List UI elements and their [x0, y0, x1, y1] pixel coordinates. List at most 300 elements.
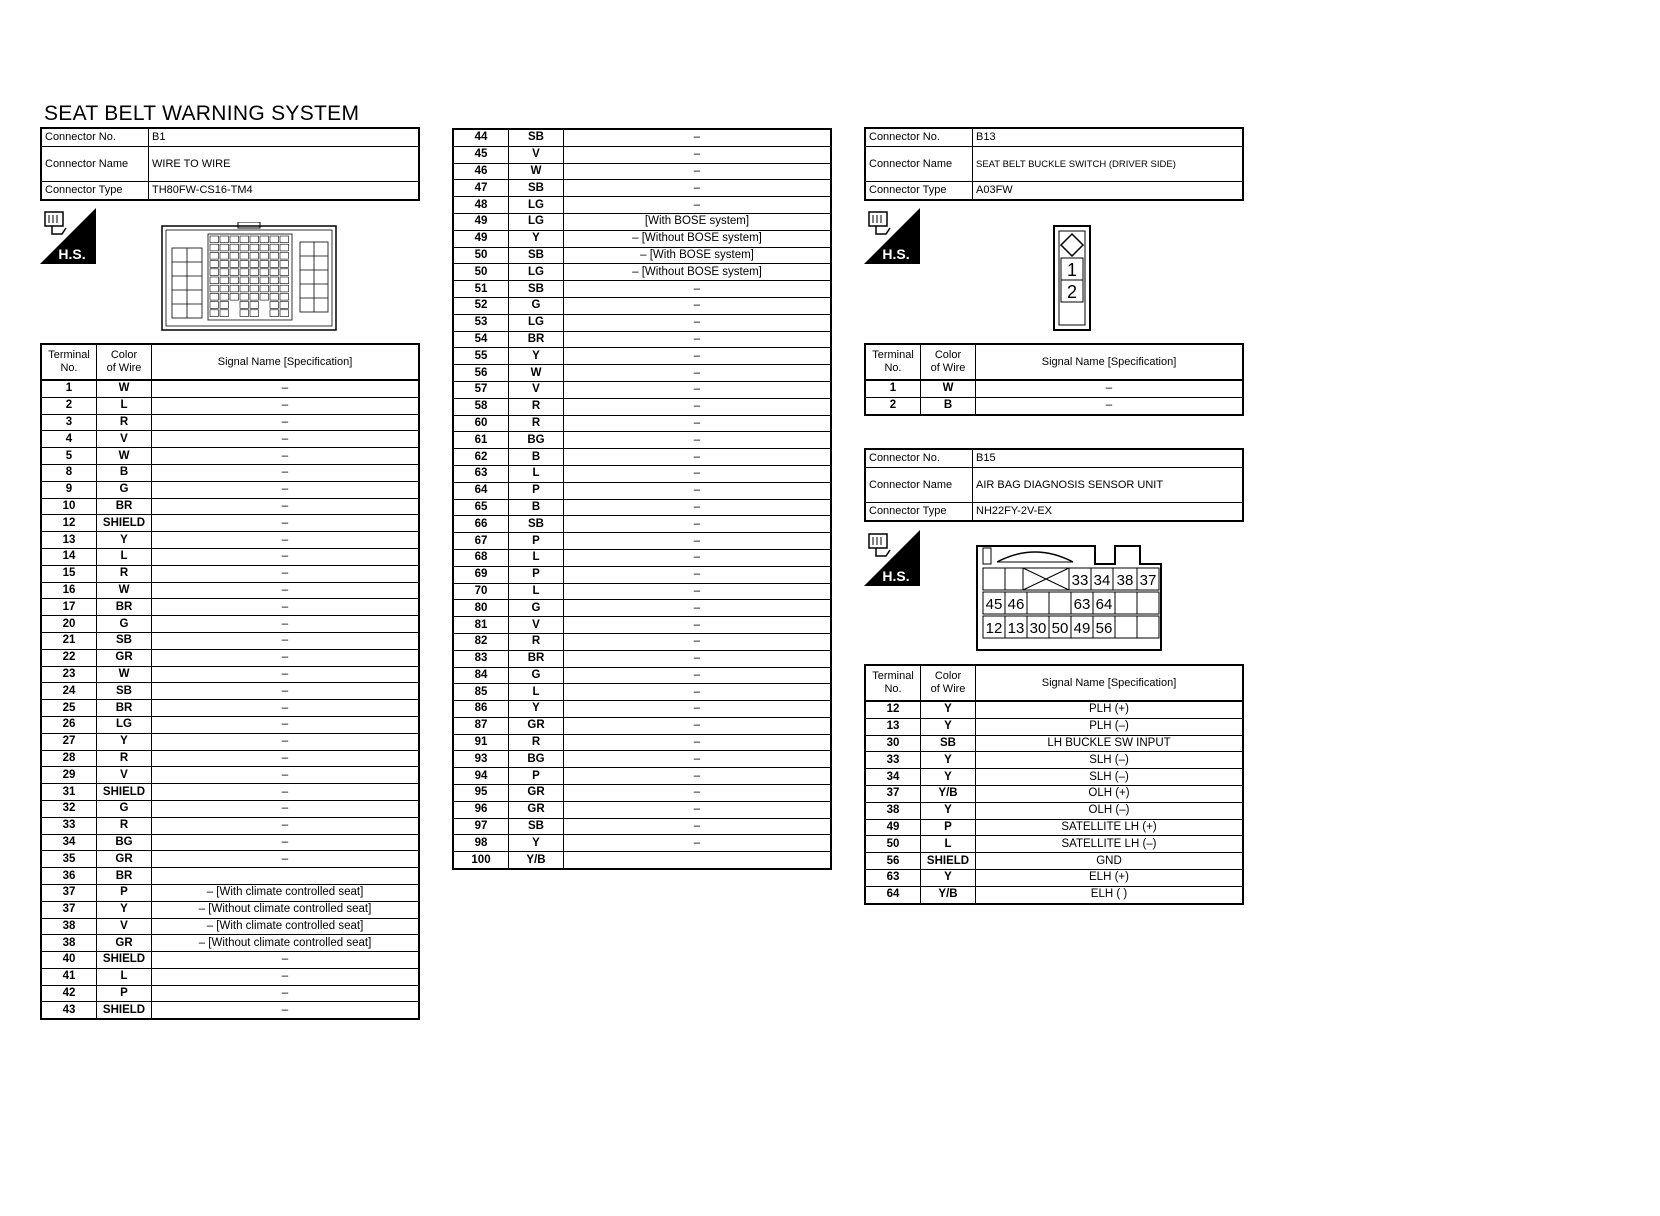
wire-color-cell: GR [509, 785, 564, 802]
signal-name-cell: [With BOSE system] [564, 213, 832, 230]
b13-connector-no: B13 [973, 128, 1244, 147]
table-row [453, 499, 831, 516]
wire-color-cell: W [509, 163, 564, 180]
signal-name-cell: – [Without climate controlled seat] [152, 935, 420, 952]
terminal-no-cell: 2 [41, 397, 97, 414]
table-row [865, 769, 1243, 786]
terminal-no-cell: 37 [41, 901, 97, 918]
signal-name-cell: ELH ( ) [976, 886, 1244, 903]
label-connector-name: Connector Name [865, 147, 973, 182]
signal-name-cell: – [564, 449, 832, 466]
wire-color-cell: P [509, 768, 564, 785]
terminal-no-cell: 12 [41, 515, 97, 532]
terminal-no-cell: 81 [453, 617, 509, 634]
table-row [453, 146, 831, 163]
terminal-no-cell: 100 [453, 852, 509, 869]
table-row [865, 869, 1243, 886]
terminal-no-cell: 26 [41, 716, 97, 733]
table-row [41, 800, 419, 817]
table-row [41, 985, 419, 1002]
label-connector-type: Connector Type [865, 503, 973, 522]
terminal-no-cell: 64 [865, 886, 921, 903]
table-row [865, 802, 1243, 819]
wire-color-cell: LG [509, 314, 564, 331]
b15-pin: 30 [1029, 620, 1047, 637]
table-row [865, 752, 1243, 769]
harness-side-icon [864, 208, 920, 264]
terminal-no-cell: 50 [865, 836, 921, 853]
header-signal: Signal Name [Specification] [152, 344, 420, 380]
signal-name-cell: – [564, 768, 832, 785]
wire-color-cell: L [509, 583, 564, 600]
signal-name-cell: – [564, 163, 832, 180]
table-row [41, 1002, 419, 1019]
wire-color-cell: SB [509, 129, 564, 146]
terminal-no-cell: 52 [453, 297, 509, 314]
terminal-no-cell: 13 [41, 532, 97, 549]
table-row [453, 583, 831, 600]
terminal-no-cell: 93 [453, 751, 509, 768]
wire-color-cell: LG [509, 264, 564, 281]
signal-name-cell: – [152, 767, 420, 784]
table-row [453, 449, 831, 466]
wire-color-cell: R [509, 415, 564, 432]
terminal-no-cell: 25 [41, 700, 97, 717]
signal-name-cell: – [564, 801, 832, 818]
b1-terminal-table-middle [452, 128, 832, 870]
terminal-no-cell: 44 [453, 129, 509, 146]
terminal-no-cell: 65 [453, 499, 509, 516]
wire-color-cell: BG [97, 834, 152, 851]
terminal-no-cell: 66 [453, 516, 509, 533]
signal-name-cell: – [564, 129, 832, 146]
signal-name-cell: – [152, 464, 420, 481]
signal-name-cell: – [With climate controlled seat] [152, 884, 420, 901]
signal-name-cell: – [152, 380, 420, 397]
b15-info-table [864, 448, 1244, 522]
terminal-no-cell: 41 [41, 968, 97, 985]
terminal-no-cell: 56 [865, 853, 921, 870]
signal-name-cell: SLH (–) [976, 769, 1244, 786]
terminal-no-cell: 96 [453, 801, 509, 818]
terminal-no-cell: 49 [453, 230, 509, 247]
signal-name-cell: – [564, 717, 832, 734]
header-terminal-no: Terminal No. [865, 344, 921, 380]
terminal-no-cell: 28 [41, 750, 97, 767]
table-row [41, 935, 419, 952]
wire-color-cell: L [921, 836, 976, 853]
header-color: Color of Wire [921, 665, 976, 701]
wire-color-cell: Y/B [921, 785, 976, 802]
wire-color-cell: W [97, 582, 152, 599]
signal-name-cell: – [152, 616, 420, 633]
wire-color-cell: G [97, 800, 152, 817]
wire-color-cell: P [97, 884, 152, 901]
table-row [41, 599, 419, 616]
wire-color-cell: SB [509, 818, 564, 835]
b15-terminal-table [864, 664, 1244, 905]
terminal-no-cell: 50 [453, 264, 509, 281]
wire-color-cell: BR [97, 700, 152, 717]
terminal-no-cell: 84 [453, 667, 509, 684]
b15-pin: 38 [1116, 572, 1134, 589]
table-row [41, 750, 419, 767]
hs-label: H.S. [882, 246, 910, 262]
wire-color-cell: R [97, 750, 152, 767]
table-row [453, 633, 831, 650]
table-row [41, 431, 419, 448]
terminal-no-cell: 98 [453, 835, 509, 852]
table-row [41, 968, 419, 985]
terminal-no-cell: 20 [41, 616, 97, 633]
terminal-no-cell: 17 [41, 599, 97, 616]
wire-color-cell: V [509, 617, 564, 634]
wire-color-cell: W [97, 666, 152, 683]
wire-color-cell: V [509, 146, 564, 163]
signal-name-cell: SLH (–) [976, 752, 1244, 769]
table-row [453, 549, 831, 566]
b15-pin: 50 [1051, 620, 1069, 637]
wire-color-cell: G [97, 616, 152, 633]
signal-name-cell: – [564, 398, 832, 415]
table-row [453, 465, 831, 482]
wire-color-cell: Y [509, 348, 564, 365]
terminal-no-cell: 36 [41, 868, 97, 885]
b15-pin: 12 [985, 620, 1003, 637]
table-row [41, 632, 419, 649]
table-row [453, 801, 831, 818]
terminal-no-cell: 53 [453, 314, 509, 331]
terminal-no-cell: 35 [41, 851, 97, 868]
signal-name-cell: – [564, 684, 832, 701]
table-row [865, 701, 1243, 718]
signal-name-cell: SATELLITE LH (+) [976, 819, 1244, 836]
table-row [453, 415, 831, 432]
table-row [453, 163, 831, 180]
b13-pin-2: 2 [1066, 282, 1078, 302]
table-row [453, 533, 831, 550]
signal-name-cell: – [152, 683, 420, 700]
table-row [41, 464, 419, 481]
label-connector-name: Connector Name [865, 468, 973, 503]
wire-color-cell: BR [509, 650, 564, 667]
signal-name-cell: – [152, 532, 420, 549]
terminal-no-cell: 12 [865, 701, 921, 718]
table-row [865, 380, 1243, 397]
table-row [41, 884, 419, 901]
table-row [453, 835, 831, 852]
signal-name-cell: – [564, 499, 832, 516]
signal-name-cell: – [564, 734, 832, 751]
wire-color-cell: R [509, 633, 564, 650]
table-row [41, 918, 419, 935]
wire-color-cell: V [97, 918, 152, 935]
wire-color-cell: SHIELD [97, 784, 152, 801]
terminal-no-cell: 69 [453, 566, 509, 583]
signal-name-cell: – [152, 834, 420, 851]
signal-name-cell: – [152, 448, 420, 465]
b15-pin: 45 [985, 596, 1003, 613]
wire-color-cell: SB [97, 683, 152, 700]
signal-name-cell: – [152, 649, 420, 666]
signal-name-cell: – [152, 800, 420, 817]
signal-name-cell: – [564, 348, 832, 365]
wire-color-cell: BG [509, 432, 564, 449]
wire-color-cell: SB [509, 281, 564, 298]
hs-label: H.S. [58, 246, 86, 262]
table-row [41, 851, 419, 868]
terminal-no-cell: 97 [453, 818, 509, 835]
table-row [865, 785, 1243, 802]
wire-color-cell: SB [509, 180, 564, 197]
b1-connector-name: WIRE TO WIRE [149, 147, 420, 182]
table-row [453, 667, 831, 684]
signal-name-cell: – [564, 281, 832, 298]
table-row [865, 397, 1243, 414]
wire-color-cell: SHIELD [97, 1002, 152, 1019]
table-row [453, 348, 831, 365]
table-row [453, 734, 831, 751]
table-row [453, 297, 831, 314]
signal-name-cell: – [152, 565, 420, 582]
terminal-no-cell: 3 [41, 414, 97, 431]
terminal-no-cell: 5 [41, 448, 97, 465]
table-row [453, 381, 831, 398]
wire-color-cell: W [921, 380, 976, 397]
table-row [453, 717, 831, 734]
signal-name-cell: PLH (–) [976, 718, 1244, 735]
terminal-no-cell: 10 [41, 498, 97, 515]
signal-name-cell: – [564, 432, 832, 449]
terminal-no-cell: 37 [41, 884, 97, 901]
table-row [453, 398, 831, 415]
wire-color-cell: R [509, 734, 564, 751]
table-row [41, 700, 419, 717]
signal-name-cell: – [152, 851, 420, 868]
signal-name-cell: – [564, 465, 832, 482]
wire-color-cell: Y [509, 835, 564, 852]
wire-color-cell: Y/B [921, 886, 976, 903]
wire-color-cell: R [97, 414, 152, 431]
signal-name-cell: – [Without BOSE system] [564, 264, 832, 281]
wire-color-cell: G [509, 297, 564, 314]
header-terminal-no: Terminal No. [865, 665, 921, 701]
terminal-no-cell: 86 [453, 701, 509, 718]
b15-pin: 37 [1139, 572, 1157, 589]
table-row [41, 868, 419, 885]
table-row [453, 365, 831, 382]
wire-color-cell: B [921, 397, 976, 414]
wire-color-cell: Y [921, 718, 976, 735]
table-row [41, 767, 419, 784]
signal-name-cell: – [Without climate controlled seat] [152, 901, 420, 918]
table-row [41, 901, 419, 918]
terminal-no-cell: 94 [453, 768, 509, 785]
signal-name-cell: PLH (+) [976, 701, 1244, 718]
wire-color-cell: BG [509, 751, 564, 768]
signal-name-cell: – [564, 751, 832, 768]
table-row [453, 852, 831, 869]
b13-terminal-table [864, 343, 1244, 416]
harness-side-icon [864, 530, 920, 586]
wire-color-cell: SHIELD [97, 952, 152, 969]
signal-name-cell: – [564, 566, 832, 583]
table-row [453, 701, 831, 718]
table-row [41, 448, 419, 465]
signal-name-cell: – [564, 146, 832, 163]
table-row [865, 718, 1243, 735]
terminal-no-cell: 85 [453, 684, 509, 701]
table-row [41, 784, 419, 801]
signal-name-cell: – [152, 784, 420, 801]
terminal-no-cell: 27 [41, 733, 97, 750]
header-color: Color of Wire [97, 344, 152, 380]
signal-name-cell: – [152, 515, 420, 532]
signal-name-cell: – [152, 733, 420, 750]
signal-name-cell: OLH (+) [976, 785, 1244, 802]
signal-name-cell: LH BUCKLE SW INPUT [976, 735, 1244, 752]
terminal-no-cell: 49 [865, 819, 921, 836]
table-row [41, 733, 419, 750]
table-row [41, 582, 419, 599]
wire-color-cell: G [509, 667, 564, 684]
wire-color-cell: L [97, 968, 152, 985]
wire-color-cell: R [509, 398, 564, 415]
terminal-no-cell: 13 [865, 718, 921, 735]
signal-name-cell: – [152, 666, 420, 683]
terminal-no-cell: 68 [453, 549, 509, 566]
terminal-no-cell: 43 [41, 1002, 97, 1019]
terminal-no-cell: 40 [41, 952, 97, 969]
signal-name-cell: – [564, 617, 832, 634]
table-row [453, 617, 831, 634]
wire-color-cell: W [97, 448, 152, 465]
signal-name-cell: – [564, 197, 832, 214]
b13-connector-type: A03FW [973, 182, 1244, 201]
signal-name-cell: – [564, 180, 832, 197]
wire-color-cell: LG [97, 716, 152, 733]
signal-name-cell: – [564, 633, 832, 650]
b15-connector-no: B15 [973, 449, 1244, 468]
wire-color-cell: GR [509, 801, 564, 818]
terminal-no-cell: 47 [453, 180, 509, 197]
b15-pin: 64 [1095, 596, 1113, 613]
b15-connector-name: AIR BAG DIAGNOSIS SENSOR UNIT [973, 468, 1244, 503]
terminal-no-cell: 16 [41, 582, 97, 599]
table-row [41, 817, 419, 834]
b1-connector-diagram [160, 222, 340, 339]
terminal-no-cell: 50 [453, 247, 509, 264]
terminal-no-cell: 87 [453, 717, 509, 734]
wire-color-cell: P [921, 819, 976, 836]
table-row [453, 314, 831, 331]
signal-name-cell: – [564, 381, 832, 398]
table-row [453, 818, 831, 835]
table-row [865, 735, 1243, 752]
wire-color-cell: SB [97, 632, 152, 649]
signal-name-cell: – [564, 701, 832, 718]
wire-color-cell: GR [97, 851, 152, 868]
signal-name-cell: – [With climate controlled seat] [152, 918, 420, 935]
table-row [41, 515, 419, 532]
terminal-no-cell: 23 [41, 666, 97, 683]
b15-connector-type: NH22FY-2V-EX [973, 503, 1244, 522]
b13-pin-1: 1 [1066, 260, 1078, 280]
terminal-no-cell: 29 [41, 767, 97, 784]
wire-color-cell: SHIELD [97, 515, 152, 532]
b1-info-table [40, 127, 420, 201]
terminal-no-cell: 1 [41, 380, 97, 397]
signal-name-cell: – [152, 817, 420, 834]
table-row [41, 397, 419, 414]
table-row [453, 180, 831, 197]
terminal-no-cell: 56 [453, 365, 509, 382]
signal-name-cell [564, 852, 832, 869]
terminal-no-cell: 34 [41, 834, 97, 851]
label-connector-type: Connector Type [865, 182, 973, 201]
signal-name-cell: SATELLITE LH (–) [976, 836, 1244, 853]
table-row [453, 566, 831, 583]
terminal-no-cell: 9 [41, 481, 97, 498]
terminal-no-cell: 70 [453, 583, 509, 600]
terminal-no-cell: 61 [453, 432, 509, 449]
table-row [41, 414, 419, 431]
wire-color-cell: V [97, 767, 152, 784]
signal-name-cell: – [564, 482, 832, 499]
table-row [41, 565, 419, 582]
terminal-no-cell: 62 [453, 449, 509, 466]
signal-name-cell: – [564, 365, 832, 382]
signal-name-cell: – [152, 431, 420, 448]
wire-color-cell: V [509, 381, 564, 398]
terminal-no-cell: 31 [41, 784, 97, 801]
signal-name-cell: – [152, 952, 420, 969]
table-row [41, 616, 419, 633]
label-connector-no: Connector No. [865, 449, 973, 468]
table-row [453, 785, 831, 802]
signal-name-cell: – [Without BOSE system] [564, 230, 832, 247]
wire-color-cell: R [97, 817, 152, 834]
table-row [453, 600, 831, 617]
table-row [453, 432, 831, 449]
b15-connector-diagram [975, 544, 1165, 659]
terminal-no-cell: 37 [865, 785, 921, 802]
wire-color-cell: LG [509, 213, 564, 230]
header-signal: Signal Name [Specification] [976, 344, 1244, 380]
table-row [41, 481, 419, 498]
table-row [41, 649, 419, 666]
signal-name-cell: – [564, 415, 832, 432]
terminal-no-cell: 58 [453, 398, 509, 415]
header-signal: Signal Name [Specification] [976, 665, 1244, 701]
terminal-no-cell: 4 [41, 431, 97, 448]
wire-color-cell: P [509, 482, 564, 499]
b15-pin: 13 [1007, 620, 1025, 637]
b13-connector-diagram [1052, 224, 1094, 339]
wire-color-cell: Y [921, 752, 976, 769]
wire-color-cell: G [509, 600, 564, 617]
signal-name-cell: – [152, 1002, 420, 1019]
terminal-no-cell: 57 [453, 381, 509, 398]
terminal-no-cell: 63 [865, 869, 921, 886]
terminal-no-cell: 54 [453, 331, 509, 348]
wire-color-cell: Y/B [509, 852, 564, 869]
wire-color-cell: LG [509, 197, 564, 214]
b15-pin: 49 [1073, 620, 1091, 637]
signal-name-cell: ELH (+) [976, 869, 1244, 886]
wire-color-cell: GR [509, 717, 564, 734]
wire-color-cell: Y [921, 701, 976, 718]
